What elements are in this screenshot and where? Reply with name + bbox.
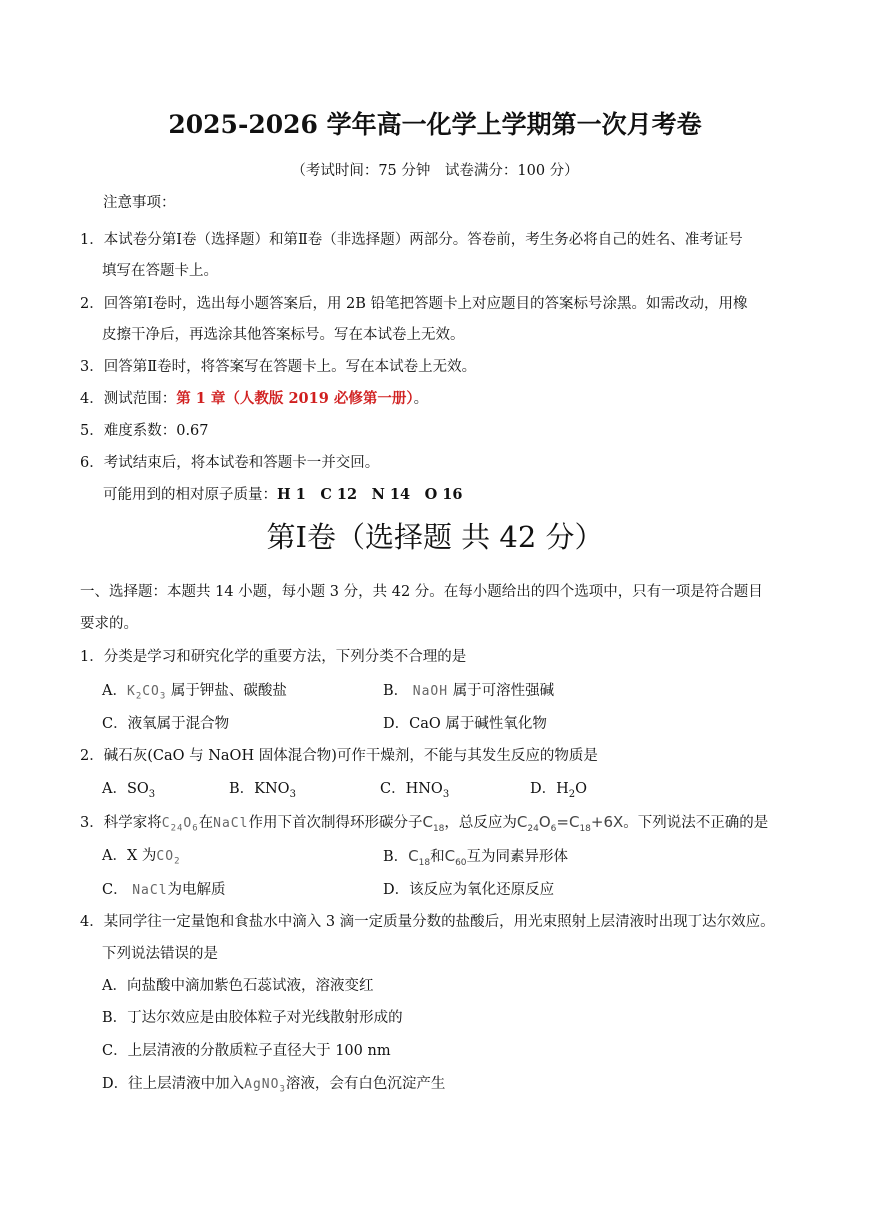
- option-text: 属于钾盐、碳酸盐: [170, 683, 287, 699]
- question-1-stem: 1．分类是学习和研究化学的重要方法，下列分类不合理的是: [80, 649, 467, 665]
- question-3-option-b: B．$C_{18}$和$C_{60}$互为同素异形体: [383, 847, 569, 868]
- exam-title: 2025-2026 学年高一化学上学期第一次月考卷: [168, 110, 702, 139]
- question-4-option-c: C．上层清液的分散质粒子直径大于 100 nm: [102, 1043, 391, 1059]
- notes-heading: 注意事项：: [103, 195, 176, 211]
- question-1-option-d: D．CaO 属于碱性氧化物: [383, 716, 547, 732]
- formula-nacl: NaCl: [213, 816, 249, 831]
- option-text: 属于可溶性强碱: [452, 683, 555, 699]
- question-1-option-b: [383, 681, 554, 702]
- reaction-equation: $C_{24}O_6=C_{18}+6X$: [516, 813, 624, 834]
- question-1-option-a: [102, 681, 287, 702]
- option-label: A．: [102, 683, 127, 699]
- question-2-option-d: D．$H_2O$: [530, 781, 588, 800]
- question-4-stem-line-2: 下列说法错误的是: [102, 946, 218, 962]
- option-label: B．: [383, 683, 409, 699]
- test-scope: 第 1 章（人教版 2019 必修第一册）: [176, 390, 414, 407]
- note-1-line-1: 1．本试卷分第Ⅰ卷（选择题）和第Ⅱ卷（非选择题）两部分。答卷前，考生务必将自己的姓名、准考证号: [80, 232, 743, 248]
- question-4-option-b: B．丁达尔效应是由胶体粒子对光线散射形成的: [102, 1010, 403, 1026]
- instructions-line-2: 要求的。: [80, 616, 138, 632]
- question-3-option-a: A．X 为$CO_2$: [102, 848, 181, 867]
- note-4: [80, 389, 428, 409]
- question-3-option-c: C． NaCl为电解质: [102, 882, 226, 898]
- question-2-option-a: A．$SO_3$: [102, 781, 156, 800]
- instructions-line-1: 一、选择题：本题共 14 小题，每小题 3 分，共 42 分。在每小题给出的四个选项中，只有一项是符合题目: [80, 584, 763, 600]
- formula-c18: $C_{18}$: [408, 847, 431, 868]
- section-title: 第Ⅰ卷（选择题 共 42 分）: [266, 520, 604, 554]
- atomic-masses-values: H 1 C 12 N 14 O 16: [277, 486, 463, 503]
- formula-c60: $C_{60}$: [444, 847, 467, 868]
- question-2-option-b: B．$KNO_3$: [229, 781, 296, 800]
- note-6: 6．考试结束后，将本试卷和答题卡一并交回。: [80, 455, 380, 471]
- formula-c24o6: $C_{24}O_6$: [161, 816, 199, 834]
- note-4-suffix: 。: [413, 391, 429, 407]
- atomic-masses: [103, 485, 462, 505]
- atomic-masses-label: 可能用到的相对原子质量：: [103, 487, 277, 503]
- formula-agno3: AgNO$_3$: [244, 1077, 286, 1095]
- note-4-prefix: 4．测试范围：: [80, 391, 177, 407]
- question-3-stem: 3．科学家将$C_{24}O_6$在NaCl作用下首次制得环形碳分子$C_{18}$，总反应为$C_{24}O_6=C_{18}+6X$。下列说法不正确的是: [80, 813, 769, 834]
- note-3: 3．回答第Ⅱ卷时，将答案写在答题卡上。写在本试卷上无效。: [80, 359, 477, 375]
- note-2-line-1: 2．回答第Ⅰ卷时，选出每小题答案后，用 2B 铅笔把答题卡上对应题目的答案标号涂黑。如需改动，用橡: [80, 296, 748, 312]
- question-3-option-d: D．该反应为氧化还原反应: [383, 882, 555, 898]
- question-2-option-c: C．$HNO_3$: [380, 781, 450, 800]
- note-2-line-2: 皮擦干净后，再选涂其他答案标号。写在本试卷上无效。: [102, 327, 465, 343]
- formula-c18: $C_{18}$: [422, 813, 445, 834]
- question-4-stem-line-1: 4．某同学往一定量饱和食盐水中滴入 3 滴一定质量分数的盐酸后，用光束照射上层清液时出现丁达尔效应。: [80, 914, 775, 930]
- formula-co2: $CO_2$: [156, 849, 181, 867]
- question-4-option-d: D．往上层清液中加入AgNO$_3$溶液，会有白色沉淀产生: [102, 1076, 446, 1095]
- note-1-line-2: 填写在答题卡上。: [102, 263, 218, 279]
- question-1-option-c: C．液氧属于混合物: [102, 716, 230, 732]
- note-5: 5．难度系数：0.67: [80, 423, 209, 439]
- formula-k2co3: $K_2CO_3$: [126, 684, 167, 702]
- formula-nacl: NaCl: [132, 883, 168, 898]
- question-4-option-a: A．向盐酸中滴加紫色石蕊试液，溶液变红: [102, 978, 374, 994]
- exam-subtitle: （考试时间：75 分钟 试卷满分：100 分）: [291, 163, 579, 179]
- question-2-stem: 2．碱石灰(CaO 与 NaOH 固体混合物)可作干燥剂，不能与其发生反应的物质是: [80, 748, 598, 764]
- formula-naoh: NaOH: [412, 684, 449, 699]
